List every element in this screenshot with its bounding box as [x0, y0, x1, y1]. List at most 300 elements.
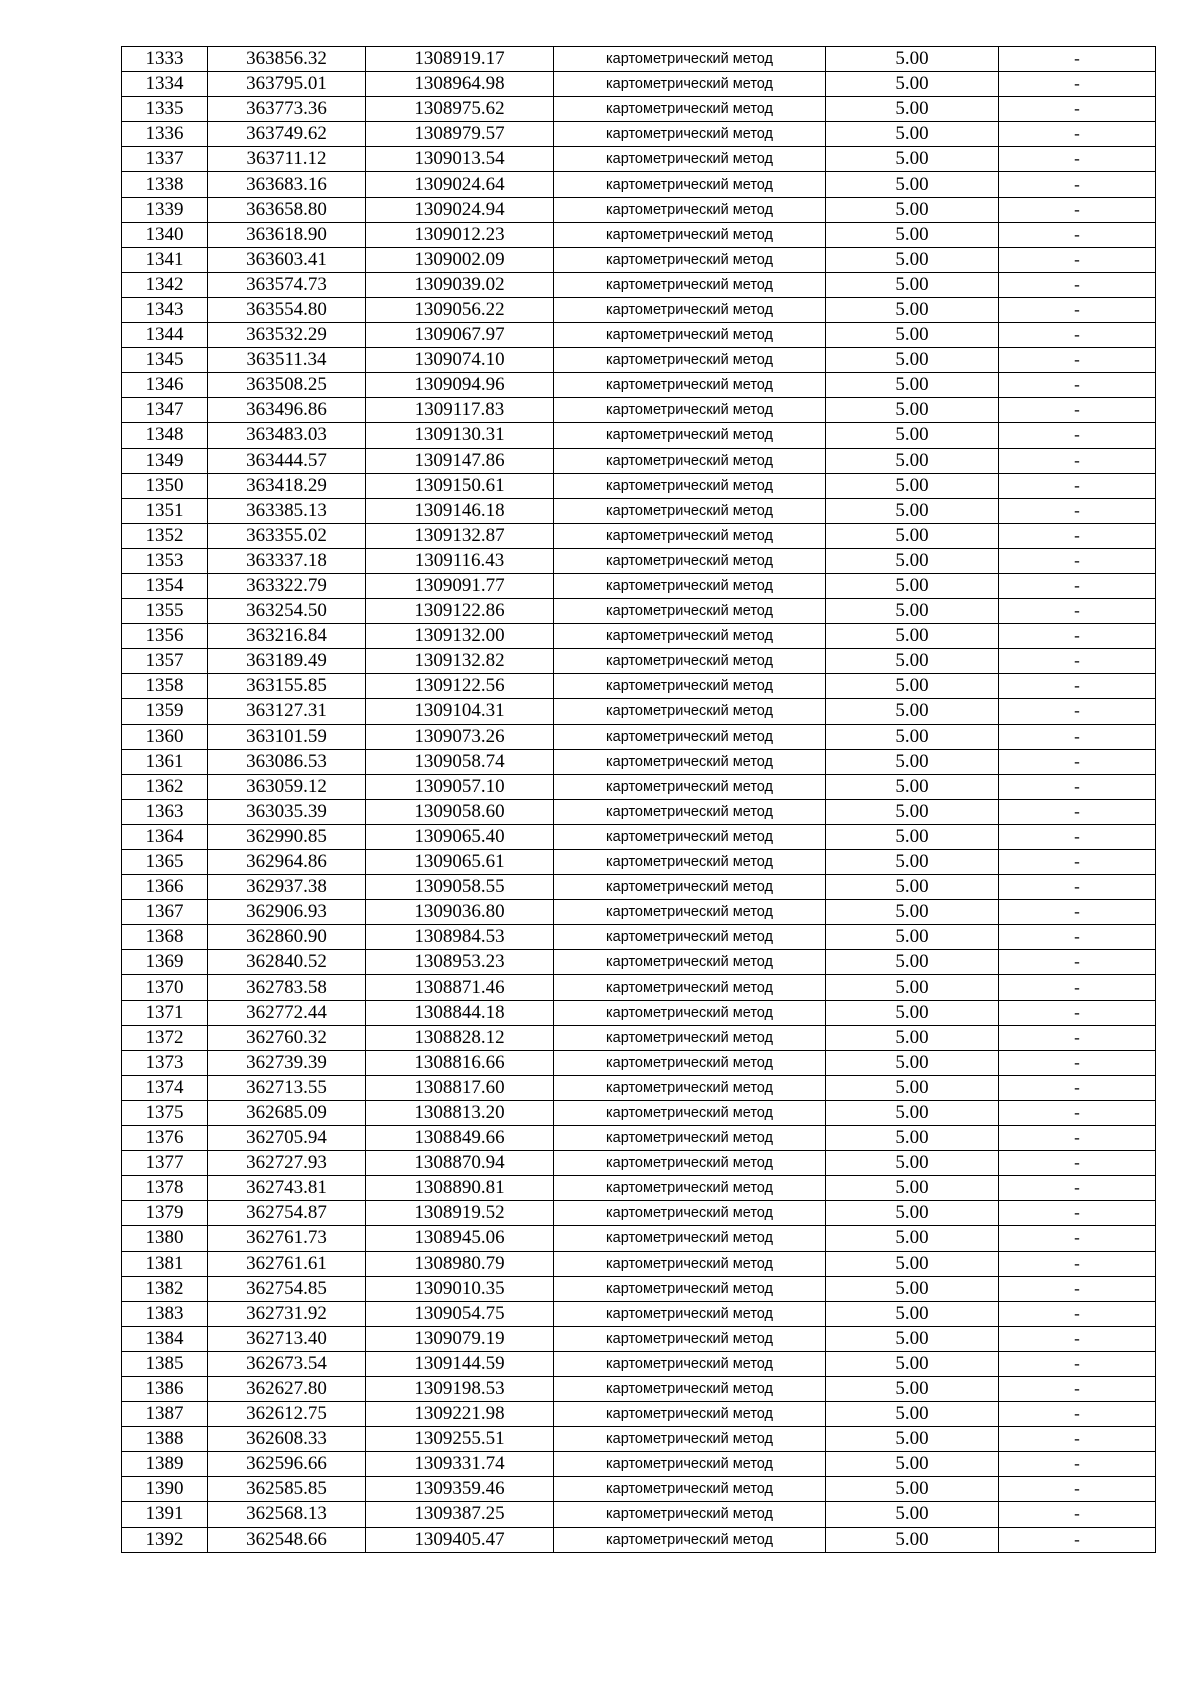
x-coordinate-cell: 362673.54 — [208, 1351, 366, 1376]
x-coordinate-cell: 363603.41 — [208, 247, 366, 272]
table-row — [122, 1477, 1156, 1502]
method-cell: картометрический метод — [554, 975, 826, 1000]
x-coordinate-cell: 362990.85 — [208, 824, 366, 849]
y-coordinate-cell: 1309221.98 — [366, 1402, 554, 1427]
y-coordinate-cell: 1308980.79 — [366, 1251, 554, 1276]
method-cell: картометрический метод — [554, 97, 826, 122]
table-row — [122, 850, 1156, 875]
table-row — [122, 749, 1156, 774]
table-row — [122, 1126, 1156, 1151]
x-coordinate-cell: 362761.73 — [208, 1226, 366, 1251]
point-number-cell: 1350 — [122, 473, 208, 498]
x-coordinate-cell: 362727.93 — [208, 1151, 366, 1176]
y-coordinate-cell: 1309073.26 — [366, 724, 554, 749]
y-coordinate-cell: 1309058.74 — [366, 749, 554, 774]
accuracy-cell: 5.00 — [826, 197, 999, 222]
method-cell: картометрический метод — [554, 147, 826, 172]
accuracy-cell: 5.00 — [826, 523, 999, 548]
note-cell: - — [999, 824, 1156, 849]
method-cell: картометрический метод — [554, 824, 826, 849]
accuracy-cell: 5.00 — [826, 724, 999, 749]
y-coordinate-cell: 1309387.25 — [366, 1502, 554, 1527]
note-cell: - — [999, 1402, 1156, 1427]
accuracy-cell: 5.00 — [826, 1201, 999, 1226]
accuracy-cell: 5.00 — [826, 1376, 999, 1401]
x-coordinate-cell: 363216.84 — [208, 624, 366, 649]
table-row — [122, 122, 1156, 147]
x-coordinate-cell: 362754.87 — [208, 1201, 366, 1226]
point-number-cell: 1357 — [122, 649, 208, 674]
x-coordinate-cell: 362685.09 — [208, 1100, 366, 1125]
point-number-cell: 1343 — [122, 297, 208, 322]
point-number-cell: 1379 — [122, 1201, 208, 1226]
table-row — [122, 1402, 1156, 1427]
x-coordinate-cell: 363101.59 — [208, 724, 366, 749]
method-cell: картометрический метод — [554, 523, 826, 548]
x-coordinate-cell: 363618.90 — [208, 222, 366, 247]
accuracy-cell: 5.00 — [826, 1527, 999, 1552]
method-cell: картометрический метод — [554, 272, 826, 297]
table-row — [122, 548, 1156, 573]
y-coordinate-cell: 1308964.98 — [366, 72, 554, 97]
note-cell: - — [999, 1050, 1156, 1075]
table-row — [122, 1351, 1156, 1376]
accuracy-cell: 5.00 — [826, 1402, 999, 1427]
y-coordinate-cell: 1309146.18 — [366, 498, 554, 523]
x-coordinate-cell: 362627.80 — [208, 1376, 366, 1401]
accuracy-cell: 5.00 — [826, 1100, 999, 1125]
point-number-cell: 1356 — [122, 624, 208, 649]
accuracy-cell: 5.00 — [826, 925, 999, 950]
y-coordinate-cell: 1308945.06 — [366, 1226, 554, 1251]
note-cell: - — [999, 799, 1156, 824]
y-coordinate-cell: 1309104.31 — [366, 699, 554, 724]
y-coordinate-cell: 1309094.96 — [366, 373, 554, 398]
y-coordinate-cell: 1309359.46 — [366, 1477, 554, 1502]
note-cell: - — [999, 900, 1156, 925]
note-cell: - — [999, 398, 1156, 423]
note-cell: - — [999, 1201, 1156, 1226]
method-cell: картометрический метод — [554, 724, 826, 749]
table-row — [122, 799, 1156, 824]
point-number-cell: 1363 — [122, 799, 208, 824]
note-cell: - — [999, 323, 1156, 348]
method-cell: картометрический метод — [554, 423, 826, 448]
point-number-cell: 1367 — [122, 900, 208, 925]
y-coordinate-cell: 1309116.43 — [366, 548, 554, 573]
note-cell: - — [999, 1100, 1156, 1125]
note-cell: - — [999, 624, 1156, 649]
point-number-cell: 1355 — [122, 599, 208, 624]
accuracy-cell: 5.00 — [826, 1276, 999, 1301]
x-coordinate-cell: 362754.85 — [208, 1276, 366, 1301]
method-cell: картометрический метод — [554, 172, 826, 197]
table-row — [122, 97, 1156, 122]
note-cell: - — [999, 850, 1156, 875]
y-coordinate-cell: 1309150.61 — [366, 473, 554, 498]
x-coordinate-cell: 362860.90 — [208, 925, 366, 950]
x-coordinate-cell: 363254.50 — [208, 599, 366, 624]
x-coordinate-cell: 363086.53 — [208, 749, 366, 774]
table-row — [122, 297, 1156, 322]
y-coordinate-cell: 1309065.61 — [366, 850, 554, 875]
note-cell: - — [999, 573, 1156, 598]
note-cell: - — [999, 1226, 1156, 1251]
point-number-cell: 1335 — [122, 97, 208, 122]
table-row — [122, 1050, 1156, 1075]
method-cell: картометрический метод — [554, 674, 826, 699]
point-number-cell: 1346 — [122, 373, 208, 398]
table-row — [122, 1276, 1156, 1301]
point-number-cell: 1334 — [122, 72, 208, 97]
method-cell: картометрический метод — [554, 1251, 826, 1276]
table-row — [122, 824, 1156, 849]
table-row — [122, 1176, 1156, 1201]
y-coordinate-cell: 1308817.60 — [366, 1075, 554, 1100]
accuracy-cell: 5.00 — [826, 1251, 999, 1276]
x-coordinate-cell: 363532.29 — [208, 323, 366, 348]
x-coordinate-cell: 362585.85 — [208, 1477, 366, 1502]
accuracy-cell: 5.00 — [826, 1075, 999, 1100]
point-number-cell: 1372 — [122, 1025, 208, 1050]
x-coordinate-cell: 362548.66 — [208, 1527, 366, 1552]
point-number-cell: 1373 — [122, 1050, 208, 1075]
method-cell: картометрический метод — [554, 398, 826, 423]
accuracy-cell: 5.00 — [826, 1427, 999, 1452]
note-cell: - — [999, 749, 1156, 774]
table-row — [122, 1427, 1156, 1452]
method-cell: картометрический метод — [554, 1527, 826, 1552]
x-coordinate-cell: 363711.12 — [208, 147, 366, 172]
accuracy-cell: 5.00 — [826, 799, 999, 824]
accuracy-cell: 5.00 — [826, 272, 999, 297]
point-number-cell: 1358 — [122, 674, 208, 699]
y-coordinate-cell: 1308870.94 — [366, 1151, 554, 1176]
note-cell: - — [999, 950, 1156, 975]
note-cell: - — [999, 348, 1156, 373]
table-row — [122, 1226, 1156, 1251]
accuracy-cell: 5.00 — [826, 649, 999, 674]
table-row — [122, 72, 1156, 97]
method-cell: картометрический метод — [554, 72, 826, 97]
x-coordinate-cell: 363444.57 — [208, 448, 366, 473]
point-number-cell: 1385 — [122, 1351, 208, 1376]
point-number-cell: 1387 — [122, 1402, 208, 1427]
point-number-cell: 1354 — [122, 573, 208, 598]
accuracy-cell: 5.00 — [826, 1000, 999, 1025]
x-coordinate-cell: 362705.94 — [208, 1126, 366, 1151]
note-cell: - — [999, 599, 1156, 624]
table-row — [122, 724, 1156, 749]
note-cell: - — [999, 875, 1156, 900]
method-cell: картометрический метод — [554, 900, 826, 925]
point-number-cell: 1371 — [122, 1000, 208, 1025]
point-number-cell: 1376 — [122, 1126, 208, 1151]
point-number-cell: 1344 — [122, 323, 208, 348]
method-cell: картометрический метод — [554, 1201, 826, 1226]
y-coordinate-cell: 1309024.64 — [366, 172, 554, 197]
note-cell: - — [999, 172, 1156, 197]
table-row — [122, 222, 1156, 247]
accuracy-cell: 5.00 — [826, 875, 999, 900]
table-row — [122, 1025, 1156, 1050]
point-number-cell: 1353 — [122, 548, 208, 573]
method-cell: картометрический метод — [554, 1301, 826, 1326]
table-row — [122, 1000, 1156, 1025]
y-coordinate-cell: 1309058.55 — [366, 875, 554, 900]
accuracy-cell: 5.00 — [826, 423, 999, 448]
note-cell: - — [999, 1351, 1156, 1376]
note-cell: - — [999, 724, 1156, 749]
method-cell: картометрический метод — [554, 197, 826, 222]
method-cell: картометрический метод — [554, 1226, 826, 1251]
point-number-cell: 1382 — [122, 1276, 208, 1301]
method-cell: картометрический метод — [554, 925, 826, 950]
y-coordinate-cell: 1309024.94 — [366, 197, 554, 222]
method-cell: картометрический метод — [554, 247, 826, 272]
note-cell: - — [999, 649, 1156, 674]
accuracy-cell: 5.00 — [826, 1301, 999, 1326]
point-number-cell: 1333 — [122, 47, 208, 72]
point-number-cell: 1338 — [122, 172, 208, 197]
method-cell: картометрический метод — [554, 1151, 826, 1176]
table-row — [122, 774, 1156, 799]
method-cell: картометрический метод — [554, 1050, 826, 1075]
method-cell: картометрический метод — [554, 799, 826, 824]
x-coordinate-cell: 363554.80 — [208, 297, 366, 322]
note-cell: - — [999, 1276, 1156, 1301]
y-coordinate-cell: 1309054.75 — [366, 1301, 554, 1326]
accuracy-cell: 5.00 — [826, 573, 999, 598]
y-coordinate-cell: 1309065.40 — [366, 824, 554, 849]
table-row — [122, 1151, 1156, 1176]
point-number-cell: 1348 — [122, 423, 208, 448]
note-cell: - — [999, 975, 1156, 1000]
method-cell: картометрический метод — [554, 373, 826, 398]
accuracy-cell: 5.00 — [826, 1452, 999, 1477]
y-coordinate-cell: 1308953.23 — [366, 950, 554, 975]
point-number-cell: 1365 — [122, 850, 208, 875]
y-coordinate-cell: 1309117.83 — [366, 398, 554, 423]
y-coordinate-cell: 1309058.60 — [366, 799, 554, 824]
accuracy-cell: 5.00 — [826, 72, 999, 97]
table-row — [122, 398, 1156, 423]
accuracy-cell: 5.00 — [826, 1326, 999, 1351]
note-cell: - — [999, 1075, 1156, 1100]
point-number-cell: 1341 — [122, 247, 208, 272]
point-number-cell: 1375 — [122, 1100, 208, 1125]
point-number-cell: 1342 — [122, 272, 208, 297]
point-number-cell: 1378 — [122, 1176, 208, 1201]
point-number-cell: 1391 — [122, 1502, 208, 1527]
accuracy-cell: 5.00 — [826, 498, 999, 523]
note-cell: - — [999, 47, 1156, 72]
note-cell: - — [999, 1151, 1156, 1176]
table-row — [122, 373, 1156, 398]
method-cell: картометрический метод — [554, 573, 826, 598]
x-coordinate-cell: 363856.32 — [208, 47, 366, 72]
method-cell: картометрический метод — [554, 323, 826, 348]
x-coordinate-cell: 362964.86 — [208, 850, 366, 875]
y-coordinate-cell: 1309122.56 — [366, 674, 554, 699]
point-number-cell: 1380 — [122, 1226, 208, 1251]
table-row — [122, 925, 1156, 950]
table-row — [122, 1376, 1156, 1401]
table-row — [122, 699, 1156, 724]
accuracy-cell: 5.00 — [826, 398, 999, 423]
y-coordinate-cell: 1308813.20 — [366, 1100, 554, 1125]
method-cell: картометрический метод — [554, 850, 826, 875]
point-number-cell: 1388 — [122, 1427, 208, 1452]
method-cell: картометрический метод — [554, 47, 826, 72]
accuracy-cell: 5.00 — [826, 1176, 999, 1201]
table-row — [122, 1100, 1156, 1125]
method-cell: картометрический метод — [554, 1427, 826, 1452]
note-cell: - — [999, 373, 1156, 398]
method-cell: картометрический метод — [554, 1075, 826, 1100]
table-row — [122, 1301, 1156, 1326]
y-coordinate-cell: 1309405.47 — [366, 1527, 554, 1552]
note-cell: - — [999, 448, 1156, 473]
x-coordinate-cell: 362760.32 — [208, 1025, 366, 1050]
accuracy-cell: 5.00 — [826, 1477, 999, 1502]
method-cell: картометрический метод — [554, 1176, 826, 1201]
note-cell: - — [999, 1025, 1156, 1050]
note-cell: - — [999, 1477, 1156, 1502]
method-cell: картометрический метод — [554, 649, 826, 674]
method-cell: картометрический метод — [554, 548, 826, 573]
x-coordinate-cell: 362937.38 — [208, 875, 366, 900]
point-number-cell: 1345 — [122, 348, 208, 373]
x-coordinate-cell: 362840.52 — [208, 950, 366, 975]
table-row — [122, 599, 1156, 624]
x-coordinate-cell: 362731.92 — [208, 1301, 366, 1326]
accuracy-cell: 5.00 — [826, 624, 999, 649]
y-coordinate-cell: 1308871.46 — [366, 975, 554, 1000]
accuracy-cell: 5.00 — [826, 548, 999, 573]
method-cell: картометрический метод — [554, 1126, 826, 1151]
accuracy-cell: 5.00 — [826, 1126, 999, 1151]
method-cell: картометрический метод — [554, 1276, 826, 1301]
x-coordinate-cell: 363385.13 — [208, 498, 366, 523]
x-coordinate-cell: 362783.58 — [208, 975, 366, 1000]
x-coordinate-cell: 363155.85 — [208, 674, 366, 699]
table-row — [122, 1452, 1156, 1477]
x-coordinate-cell: 363508.25 — [208, 373, 366, 398]
y-coordinate-cell: 1308816.66 — [366, 1050, 554, 1075]
y-coordinate-cell: 1308844.18 — [366, 1000, 554, 1025]
point-number-cell: 1381 — [122, 1251, 208, 1276]
y-coordinate-cell: 1309036.80 — [366, 900, 554, 925]
method-cell: картометрический метод — [554, 222, 826, 247]
accuracy-cell: 5.00 — [826, 172, 999, 197]
note-cell: - — [999, 1000, 1156, 1025]
y-coordinate-cell: 1309122.86 — [366, 599, 554, 624]
accuracy-cell: 5.00 — [826, 222, 999, 247]
accuracy-cell: 5.00 — [826, 674, 999, 699]
x-coordinate-cell: 363749.62 — [208, 122, 366, 147]
point-number-cell: 1370 — [122, 975, 208, 1000]
method-cell: картометрический метод — [554, 1502, 826, 1527]
y-coordinate-cell: 1309010.35 — [366, 1276, 554, 1301]
note-cell: - — [999, 423, 1156, 448]
note-cell: - — [999, 774, 1156, 799]
note-cell: - — [999, 297, 1156, 322]
point-number-cell: 1337 — [122, 147, 208, 172]
point-number-cell: 1336 — [122, 122, 208, 147]
note-cell: - — [999, 1376, 1156, 1401]
table-row — [122, 1201, 1156, 1226]
accuracy-cell: 5.00 — [826, 599, 999, 624]
note-cell: - — [999, 222, 1156, 247]
method-cell: картометрический метод — [554, 1477, 826, 1502]
note-cell: - — [999, 72, 1156, 97]
point-number-cell: 1366 — [122, 875, 208, 900]
x-coordinate-cell: 363355.02 — [208, 523, 366, 548]
y-coordinate-cell: 1309091.77 — [366, 573, 554, 598]
y-coordinate-cell: 1309002.09 — [366, 247, 554, 272]
table-row — [122, 1326, 1156, 1351]
accuracy-cell: 5.00 — [826, 699, 999, 724]
point-number-cell: 1349 — [122, 448, 208, 473]
note-cell: - — [999, 548, 1156, 573]
x-coordinate-cell: 362608.33 — [208, 1427, 366, 1452]
x-coordinate-cell: 362612.75 — [208, 1402, 366, 1427]
table-row — [122, 975, 1156, 1000]
accuracy-cell: 5.00 — [826, 97, 999, 122]
x-coordinate-cell: 363337.18 — [208, 548, 366, 573]
point-number-cell: 1361 — [122, 749, 208, 774]
method-cell: картометрический метод — [554, 875, 826, 900]
point-number-cell: 1390 — [122, 1477, 208, 1502]
point-number-cell: 1347 — [122, 398, 208, 423]
x-coordinate-cell: 363035.39 — [208, 799, 366, 824]
accuracy-cell: 5.00 — [826, 373, 999, 398]
x-coordinate-cell: 363773.36 — [208, 97, 366, 122]
x-coordinate-cell: 363483.03 — [208, 423, 366, 448]
x-coordinate-cell: 362713.55 — [208, 1075, 366, 1100]
accuracy-cell: 5.00 — [826, 297, 999, 322]
y-coordinate-cell: 1309132.00 — [366, 624, 554, 649]
point-number-cell: 1384 — [122, 1326, 208, 1351]
note-cell: - — [999, 1126, 1156, 1151]
method-cell: картометрический метод — [554, 1025, 826, 1050]
note-cell: - — [999, 272, 1156, 297]
x-coordinate-cell: 362906.93 — [208, 900, 366, 925]
method-cell: картометрический метод — [554, 699, 826, 724]
note-cell: - — [999, 1326, 1156, 1351]
note-cell: - — [999, 122, 1156, 147]
table-row — [122, 573, 1156, 598]
method-cell: картометрический метод — [554, 122, 826, 147]
method-cell: картометрический метод — [554, 950, 826, 975]
accuracy-cell: 5.00 — [826, 774, 999, 799]
x-coordinate-cell: 363418.29 — [208, 473, 366, 498]
x-coordinate-cell: 363574.73 — [208, 272, 366, 297]
table-row — [122, 1251, 1156, 1276]
accuracy-cell: 5.00 — [826, 950, 999, 975]
table-row — [122, 272, 1156, 297]
point-number-cell: 1383 — [122, 1301, 208, 1326]
method-cell: картометрический метод — [554, 624, 826, 649]
x-coordinate-cell: 363795.01 — [208, 72, 366, 97]
method-cell: картометрический метод — [554, 599, 826, 624]
x-coordinate-cell: 362739.39 — [208, 1050, 366, 1075]
y-coordinate-cell: 1309132.87 — [366, 523, 554, 548]
x-coordinate-cell: 363683.16 — [208, 172, 366, 197]
note-cell: - — [999, 247, 1156, 272]
table-row — [122, 47, 1156, 72]
